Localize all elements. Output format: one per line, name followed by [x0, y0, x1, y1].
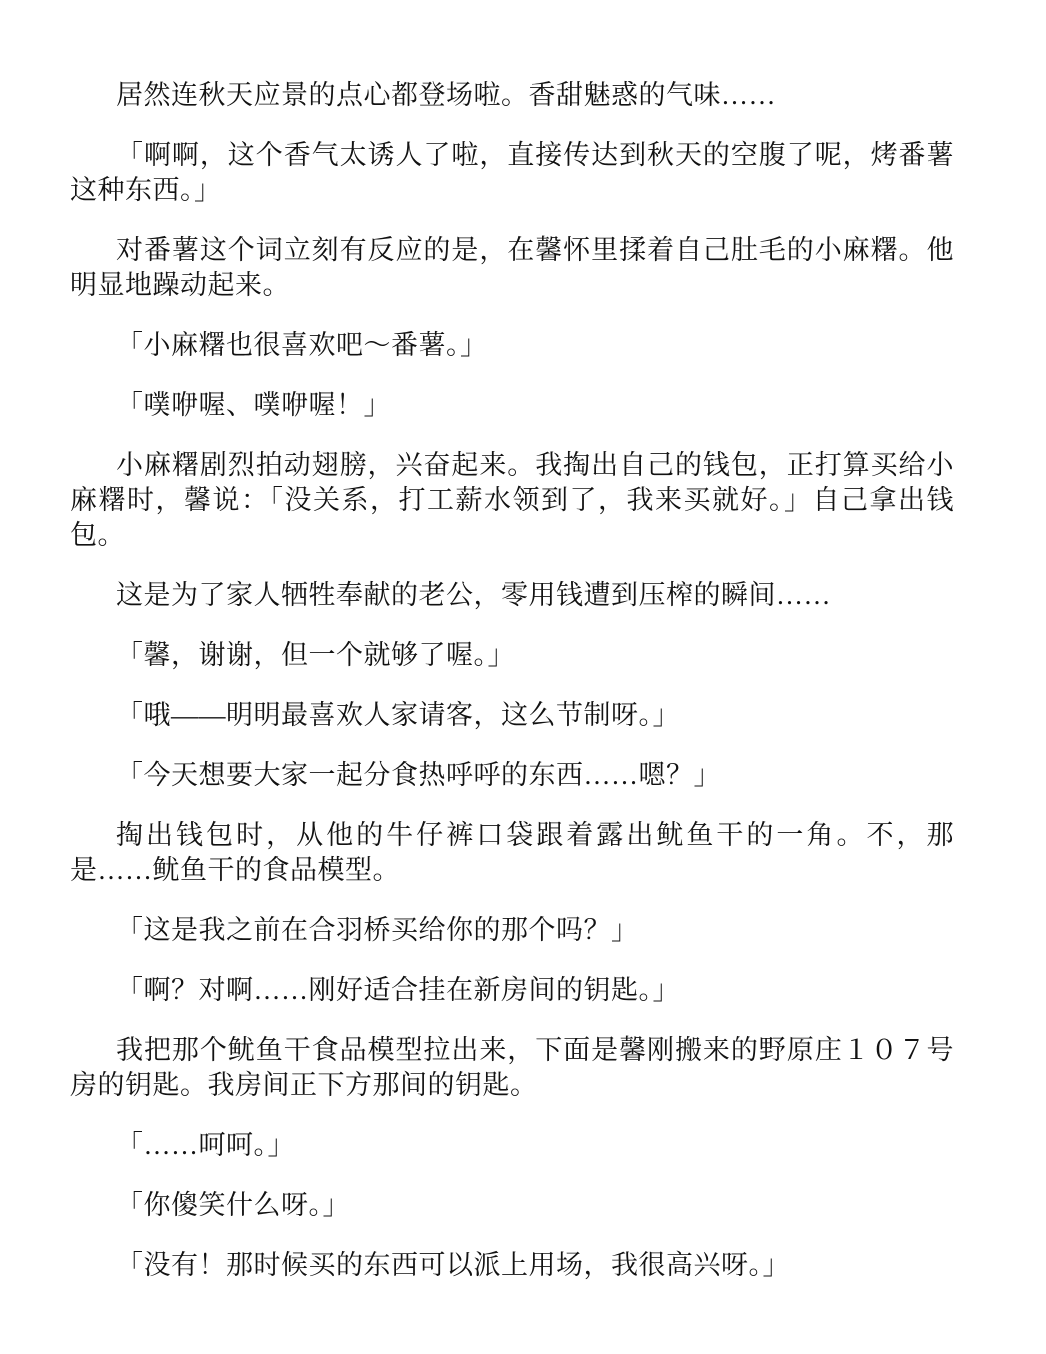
paragraph: 小麻糬剧烈拍动翅膀，兴奋起来。我掏出自己的钱包，正打算买给小麻糬时，馨说：「没关系，打工薪水领到了，我来买就好。」自己拿出钱包。	[70, 450, 954, 550]
paragraph: 「……呵呵。」	[116, 1130, 295, 1160]
paragraph: 我把那个鱿鱼干食品模型拉出来，下面是馨刚搬来的野原庄１０７号房的钥匙。我房间正下方那间的钥匙。	[70, 1035, 954, 1100]
paragraph: 居然连秋天应景的点心都登场啦。香甜魅惑的气味……	[116, 80, 776, 110]
paragraph: 「哦——明明最喜欢人家请客，这么节制呀。」	[116, 700, 680, 730]
paragraph: 「这是我之前在合羽桥买给你的那个吗？」	[116, 915, 639, 945]
paragraph: 「小麻糬也很喜欢吧～番薯。」	[116, 330, 488, 360]
text-container	[70, 78, 954, 1283]
paragraph: 这是为了家人牺牲奉献的老公，零用钱遭到压榨的瞬间……	[116, 580, 831, 610]
paragraph: 「啊？对啊……刚好适合挂在新房间的钥匙。」	[116, 975, 680, 1005]
paragraph: 「你傻笑什么呀。」	[116, 1190, 350, 1220]
paragraph: 对番薯这个词立刻有反应的是，在馨怀里揉着自己肚毛的小麻糬。他明显地躁动起来。	[70, 235, 954, 300]
paragraph: 「没有！那时候买的东西可以派上用场，我很高兴呀。」	[116, 1250, 790, 1280]
paragraph: 掏出钱包时，从他的牛仔裤口袋跟着露出鱿鱼干的一角。不，那是……鱿鱼干的食品模型。	[70, 820, 954, 885]
paragraph: 「今天想要大家一起分食热呼呼的东西……嗯？」	[116, 760, 721, 790]
paragraph: 「啊啊，这个香气太诱人了啦，直接传达到秋天的空腹了呢，烤番薯这种东西。」	[70, 140, 954, 205]
paragraph: 「馨，谢谢，但一个就够了喔。」	[116, 640, 515, 670]
paragraph: 「噗咿喔、噗咿喔！」	[116, 390, 391, 420]
